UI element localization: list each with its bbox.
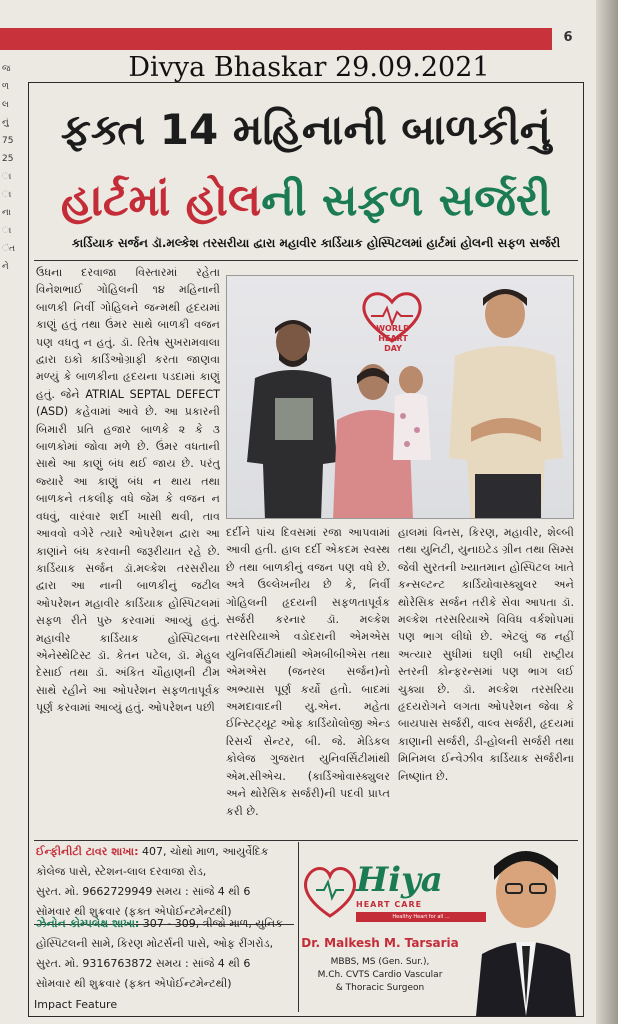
branch-2-title: ઝેનોન કોમ્પલેક્ષ શાખા: xyxy=(36,917,140,930)
fragment-text: ના xyxy=(2,208,11,218)
article-column-2: દર્દીને પાંચ દિવસમાં રજા આપવામાં આવી હતી. હાલ દર્દી એકદમ સ્વસ્થ છે તથા બાળકીનું વજન પણ વધે છે. અત્રે ઉલ્લેખનીય છે કે, નિર્વી ગોહિલની હૃદયની સફળતાપૂર્વક સર્જરી કરનાર ડૉ. મલ્કેશ તરસરિયાએ વડોદરાની એમએસ યુનિવર્સિટીમાંથી એમબીબીએસ તથા એમએસ (જનરલ સર્જન)નો અભ્યાસ પૂર્ણ કર્યો હતો. બાદમાં અમદાવાદની યુ.એન. મહેતા ઈન્સ્ટિટ્યૂટ ઓફ કાર્ડિયોલોજી એન્ડ રિસર્ચ સેન્ટર, બી. જે. મેડિકલ કોલેજ ગુજરાત યુનિવર્સિટીમાંથી એમ.સીએચ. (કાર્ડિઓવાસ્ક્યુલર અને થોરેસિક સર્જરી)ની પદવી પ્રાપ્ત કરી છે. xyxy=(226,526,390,818)
branch-1-address xyxy=(36,842,294,922)
headline-line-1: ફક્ત 14 મહિનાની બાળકીનું xyxy=(60,105,552,154)
credential-line: & Thoracic Surgeon xyxy=(335,983,425,993)
doctor-name: Dr. Malkesh M. Tarsaria xyxy=(301,936,459,950)
branch-2-line xyxy=(36,914,294,934)
page-number: 6 xyxy=(563,30,573,45)
fragment-text: 25 xyxy=(2,154,14,164)
branch-2-line: સુરત. મો. 9316763872 સમય : સાંજે 4 થી 6 xyxy=(36,957,251,970)
fragment-text: ા xyxy=(2,172,12,182)
fragment-text: ા xyxy=(2,190,12,200)
logo-text: HEART xyxy=(378,334,408,343)
headline-red-part: હાર્ટમાં હોલ xyxy=(60,175,262,226)
mother-and-child-figure xyxy=(331,360,441,519)
logo-text: WORLD xyxy=(376,324,410,333)
brand-name: Hiya xyxy=(356,860,443,900)
brand-subtitle: HEART CARE xyxy=(356,900,423,909)
branch-2-text: 307 - 309, ત્રીજો માળ, યુનિક xyxy=(139,917,283,930)
subheadline: કાર્ડિયાક સર્જન ડૉ.મલ્કેશ તરસરીયા દ્વારા મહાવીર કાર્ડિયાક હોસ્પિટલમાં હાર્ટમાં હોલની સફળ સર્જરી xyxy=(71,236,561,250)
branch-2-line: સોમવાર થી શુક્રવાર (ફક્ત એપોઈન્ટમેન્ટથી) xyxy=(36,977,232,990)
branch-1-line: કોલેજ પાસે, સ્ટેશન-લાલ દરવાજા રોડ, xyxy=(36,865,207,878)
branch-1-line: સોમવાર થી શુક્રવાર (ફક્ત એપોઈન્ટમેન્ટથી) xyxy=(36,905,232,918)
branch-1-text: 407, ચોથો માળ, આયુર્વેદિક xyxy=(138,845,269,858)
doctor-portrait xyxy=(472,826,580,1016)
branch-2-line: હોસ્પિટલની સામે, કિરણ મોટર્સની પાસે, ઓફ રીંગરોડ, xyxy=(36,937,274,950)
world-heart-day-label xyxy=(373,324,413,354)
page-fold-shadow xyxy=(596,0,618,1024)
fragment-text: ા xyxy=(2,226,12,236)
branch-1-title: ઈન્ફીનીટી ટાવર શાખા: xyxy=(36,845,139,858)
fragment-text: ને xyxy=(2,262,9,272)
adjacent-column-fragment xyxy=(0,60,24,760)
doctor-figure xyxy=(441,278,571,519)
branch-2-address xyxy=(36,914,294,994)
dateline: Divya Bhaskar 29.09.2021 xyxy=(128,52,490,83)
credential-line: M.Ch. CVTS Cardio Vascular xyxy=(317,970,443,980)
fragment-text: ંત xyxy=(2,244,16,254)
header-red-band xyxy=(0,28,552,50)
branch-1-line: સુરત. મો. 9662729949 સમય : સાંજે 4 થી 6 xyxy=(36,885,251,898)
fragment-text: જ xyxy=(2,64,11,74)
headline-green-part: ની સફળ સર્જરી xyxy=(261,175,552,226)
fragment-text: નું xyxy=(2,118,9,128)
impact-feature-label: Impact Feature xyxy=(34,998,118,1011)
headline-line-2 xyxy=(28,168,584,234)
logo-text: DAY xyxy=(384,344,402,353)
fragment-text: 75 xyxy=(2,136,14,146)
fragment-text: ળ xyxy=(2,82,10,92)
article-column-3: હાલમાં વિનસ, કિરણ, મહાવીર, શેલ્બી તથા યુનિટી, યુનાઇટેડ ગ્રીન તથા સિમ્સ જેવી સુરતની ખ્યાતમાન હોસ્પિટલ ખાતે કન્સલ્ટન્ટ કાર્ડિયોવાસ્ક્યુલર અને થોરેસિક સર્જન તરીકે સેવા આપતા ડૉ. મલ્કેશ તરસરિયાએ વિવિધ વર્કશોપમાં પણ ભાગ લીધો છે. એટલું જ નહીં અત્યાર સુધીમાં ઘણી બધી રાષ્ટ્રીય સ્તરની કોન્ફરન્સમાં પણ ભાગ લઈ ચુક્યા છે. ડૉ. મલ્કેશ તરસરિયા હૃદયરોગને લગતા ઓપરેશન જેવા કે બાયપાસ સર્જરી, વાલ્વ સર્જરી, હૃદયમાં કાણાની સર્જરી, ડી-હોલની સર્જરી તથા મિનિમલ ઈન્વેઝીવ કાર્ડિયાક સર્જરીના નિષ્ણાંત છે. xyxy=(398,526,574,783)
fragment-text: લ xyxy=(2,100,9,110)
credential-line: MBBS, MS (Gen. Sur.), xyxy=(330,957,430,967)
brand-tagline: Healthy Heart for all ... xyxy=(356,912,486,922)
father-figure xyxy=(241,312,341,519)
article-column-1: ઉધના દરવાજા વિસ્તારમાં રહેતા વિનેશભાઈ ગોહિલની ૧૪ મહિનાની બાળકી નિર્વી ગોહિલને જન્મથી હૃદયમાં કાણું હતું તથા ઉંમર સાથે બાળકી વજન પણ વધતુ ન હતું. ડૉ. રિતેષ સુખરામવાલા દ્વારા ઇકો કાર્ડિઓગ્રાફી કરતા જાણવા મળ્યું કે બાળકીના હૃદયના પડદામાં કાણું હતું. જેને ATRIAL SEPTAL DEFECT (ASD) કહેવામાં આવે છે. આ પ્રકારની બિમારી પ્રતિ હજાર બાળકે ૨ કે ૩ બાળકોમાં જોવા મળે છે. ઉંમર વધતાની સાથે આ કાણું બંધ થઈ જાય છે. પરંતુ જ્યારે આ કાણું બંધ ન થાય તથા બાળકને તકલીફ વધે જેમ કે વજન ન વધવું, વારંવાર શર્દી ખાસી થવી, તાવ આવવો વગેરે ત્યારે ઓપરેશન દ્વારા આ કાણાંને બંધ કરવાની જરૂરીયાત રહે છે. કાર્ડિયાક સર્જન ડૉ.મલ્કેશ તરસરીયા દ્વારા આ નાની બાળકીનું જટીલ ઓપરેશન મહાવીર કાર્ડિયાક હોસ્પિટલમાં સફળ રીતે પુરુ કરવામાં આવ્યું હતું. મહાવીર કાર્ડિયાક હોસ્પિટલના એનેસ્થેટિસ્ટ ડૉ. કેતન પટેલ, ડૉ. મેહુલ દેસાઈ તથા ડૉ. અંકિત ચૌહાણની ટીમ સાથે રહીને આ ઓપરેશન સફળતાપૂર્વક પૂર્ણ કરવામાં આવ્યું હતું. ઓપરેશન પછી xyxy=(36,266,220,715)
branch-1-line xyxy=(36,842,294,862)
article-photo xyxy=(226,275,574,519)
doctor-credentials xyxy=(290,956,470,995)
subhead-rule xyxy=(34,260,578,261)
